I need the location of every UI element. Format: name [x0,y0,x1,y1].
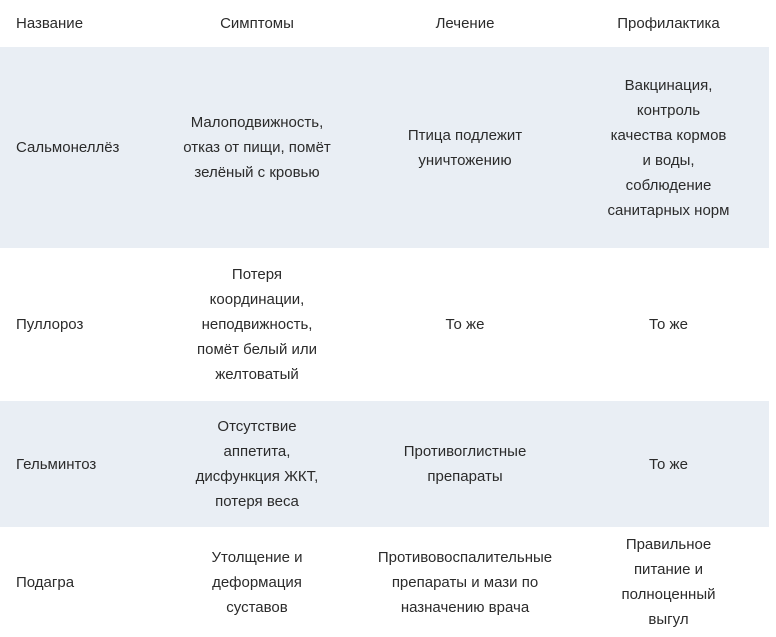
treatment-cell [362,248,568,401]
prevention-cell [568,47,769,248]
symptoms-cell [152,527,362,637]
symptoms-text: Утолщение и деформация суставов [211,548,303,616]
symptoms-cell [152,47,362,248]
disease-name: Подагра [0,527,152,637]
treatment-cell [362,47,568,248]
table-row [0,527,769,637]
header-prevention: Профилактика [568,0,769,47]
symptoms-text: Отсутствие аппетита, дисфункция ЖКТ, потеря веса [195,418,319,510]
disease-name: Гельминтоз [0,401,152,527]
treatment-text: Противоглистные препараты [403,443,527,485]
prevention-cell [568,527,769,637]
disease-name: Пуллороз [0,248,152,401]
symptoms-cell [152,401,362,527]
table-row [0,401,769,527]
prevention-text: Вакцинация, контроль качества кормов и воды, соблюдение санитарных норм [607,76,730,219]
prevention-text: Правильное питание и полноценный выгул [621,536,716,628]
prevention-text: То же [649,316,688,333]
symptoms-text: Потеря координации, неподвижность, помёт белый или желтоватый [196,266,317,383]
treatment-text: Птица подлежит уничтожению [407,126,523,169]
disease-name: Сальмонеллёз [0,47,152,248]
table-row [0,47,769,248]
treatment-text: Противовоспалительные препараты и мази по назначению врача [377,548,553,616]
treatment-cell [362,401,568,527]
table-row [0,248,769,401]
table-header [0,0,769,47]
treatment-cell [362,527,568,637]
table-body [0,47,769,637]
header-name: Название [0,0,152,47]
symptoms-text: Малоподвижность, отказ от пищи, помёт зелёный с кровью [183,114,331,181]
prevention-cell [568,401,769,527]
symptoms-cell [152,248,362,401]
header-symptoms: Симптомы [152,0,362,47]
header-treatment: Лечение [362,0,568,47]
prevention-cell [568,248,769,401]
treatment-text: То же [445,316,485,333]
header-row [0,0,769,47]
prevention-text: То же [649,455,688,473]
